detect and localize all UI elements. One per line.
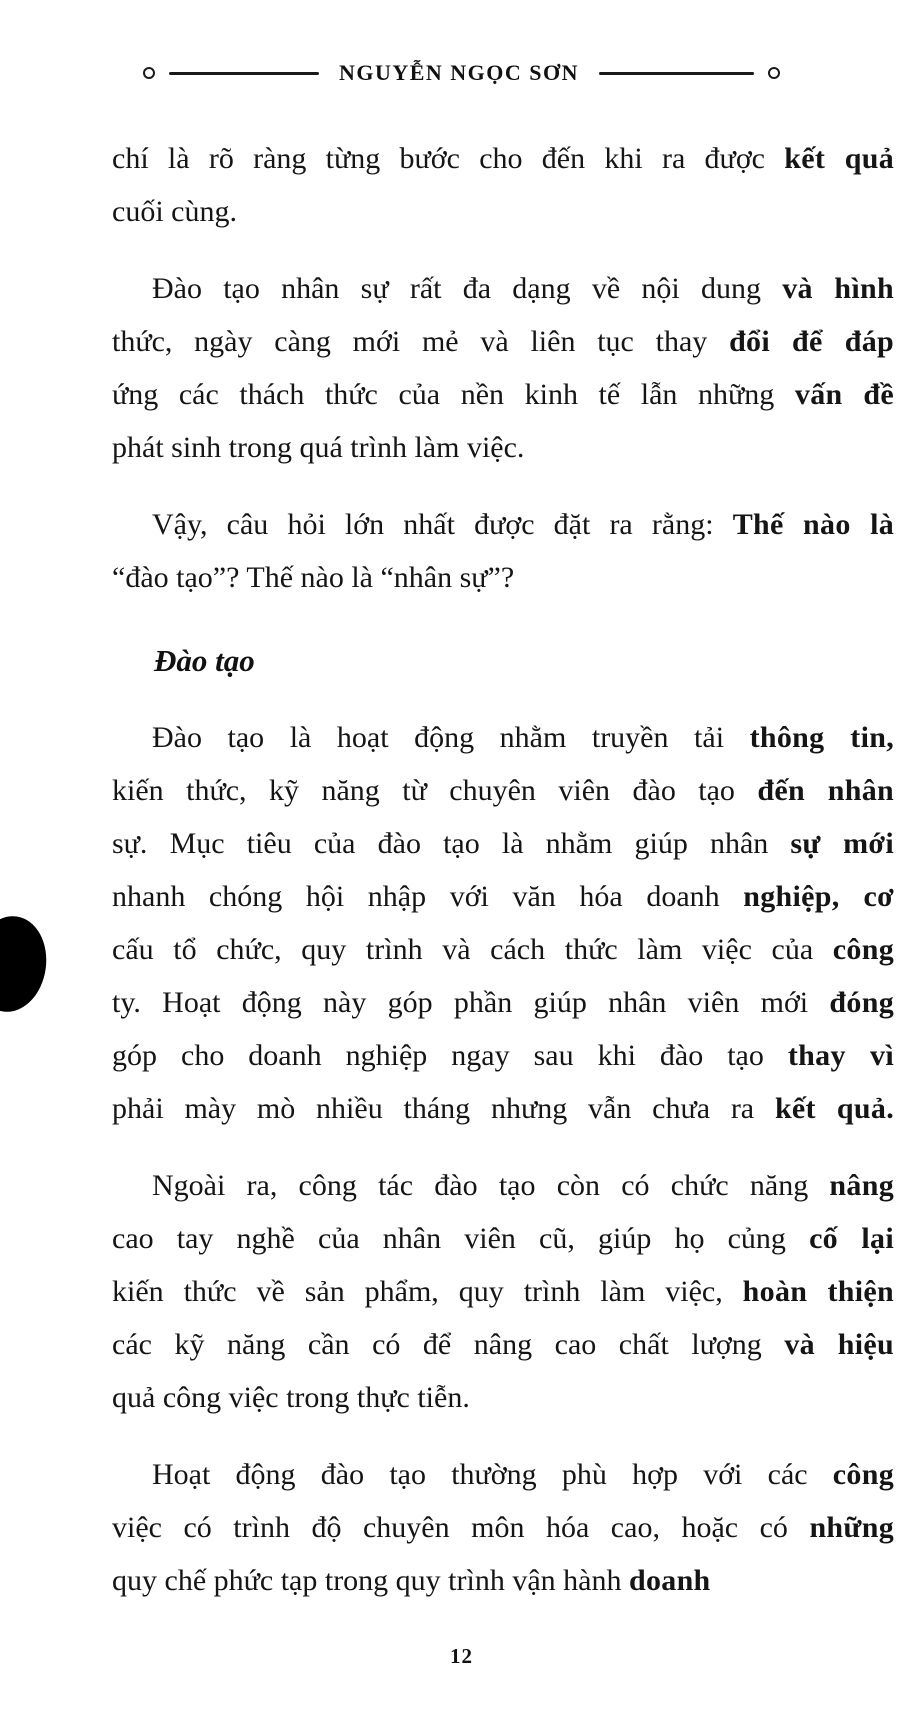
text-line: phát sinh trong quá trình làm việc. (112, 431, 525, 464)
bold-run: hoàn thiện (742, 1275, 894, 1308)
paragraph (112, 132, 894, 238)
ornament-ring-left-icon (143, 67, 155, 79)
paragraph (112, 1448, 894, 1607)
text-line: Hoạt động đào tạo thường phù hợp với các công (152, 1458, 894, 1491)
bold-run: nghiệp, cơ (743, 880, 894, 913)
text-line: chí là rõ ràng từng bước cho đến khi ra được kết quả (112, 142, 894, 175)
bold-run: công (832, 933, 894, 966)
text-line: Ngoài ra, công tác đào tạo còn có chức năng nâng (152, 1169, 894, 1202)
bold-run: nâng (829, 1169, 894, 1202)
bold-run: và hiệu (784, 1328, 894, 1361)
bold-run: cố lại (809, 1222, 894, 1255)
page-number: 12 (450, 1644, 473, 1668)
text-line: kiến thức, kỹ năng từ chuyên viên đào tạo đến nhân (112, 774, 895, 807)
text-line: ứng các thách thức của nền kinh tế lẫn những vấn đề (112, 378, 894, 411)
text-line: các kỹ năng cần có để nâng cao chất lượng và hiệu (112, 1328, 894, 1361)
bold-run: đến nhân (757, 774, 895, 807)
text-line: Vậy, câu hỏi lớn nhất được đặt ra rằng: Thế nào là (152, 508, 895, 541)
ornament-line-left (169, 72, 319, 75)
text-line: việc có trình độ chuyên môn hóa cao, hoặc có những (112, 1511, 894, 1544)
bold-run: những (809, 1511, 894, 1544)
text-line: nhanh chóng hội nhập với văn hóa doanh nghiệp, cơ (112, 880, 894, 913)
bold-run: đóng (829, 986, 894, 1019)
paragraph (112, 711, 894, 1135)
text-line: cuối cùng. (112, 195, 237, 228)
bold-run: sự mới (790, 827, 894, 860)
text-line: thức, ngày càng mới mẻ và liên tục thay đổi để đáp (112, 325, 894, 358)
bold-run: vấn đề (794, 378, 894, 411)
author-name: NGUYỄN NGỌC SƠN (338, 60, 580, 85)
header-ornament (0, 60, 923, 86)
bold-run: kết quả. (774, 1092, 894, 1125)
text-line: sự. Mục tiêu của đào tạo là nhằm giúp nhân sự mới (112, 827, 894, 860)
text-line: Đào tạo là hoạt động nhằm truyền tải thông tin, (152, 721, 894, 754)
text-line: quy chế phức tạp trong quy trình vận hành doanh (112, 1564, 711, 1597)
paragraph (112, 262, 894, 474)
text-line: phải mày mò nhiều tháng nhưng vẫn chưa ra kết quả. (112, 1092, 894, 1125)
text-line: Đào tạo nhân sự rất đa dạng về nội dung và hình (152, 272, 894, 305)
bold-run: công (832, 1458, 894, 1491)
bold-run: thay vì (787, 1039, 894, 1072)
bold-run: kết quả (784, 142, 894, 175)
bold-run: Thế nào là (732, 508, 895, 541)
paragraph (112, 1159, 894, 1424)
bold-run: đổi để đáp (729, 325, 894, 358)
text-line: ty. Hoạt động này góp phần giúp nhân viên mới đóng (112, 986, 894, 1019)
text-line: “đào tạo”? Thế nào là “nhân sự”? (112, 561, 515, 594)
text-line: góp cho doanh nghiệp ngay sau khi đào tạo thay vì (112, 1039, 894, 1072)
text-line: quả công việc trong thực tiễn. (112, 1381, 470, 1414)
text-line: kiến thức về sản phẩm, quy trình làm việc, hoàn thiện (112, 1275, 894, 1308)
ornament-ring-right-icon (768, 67, 780, 79)
bold-run: thông tin, (749, 721, 894, 754)
bold-run: và hình (782, 272, 894, 305)
body-text (112, 132, 894, 1607)
section-heading: Đào tạo (154, 643, 255, 678)
paragraph (112, 498, 894, 604)
thumb-notch-artifact (0, 911, 52, 1016)
text-line: cấu tổ chức, quy trình và cách thức làm việc của công (112, 933, 894, 966)
bold-run: doanh (628, 1564, 711, 1597)
ornament-line-right (599, 72, 754, 75)
text-line: cao tay nghề của nhân viên cũ, giúp họ củng cố lại (112, 1222, 894, 1255)
